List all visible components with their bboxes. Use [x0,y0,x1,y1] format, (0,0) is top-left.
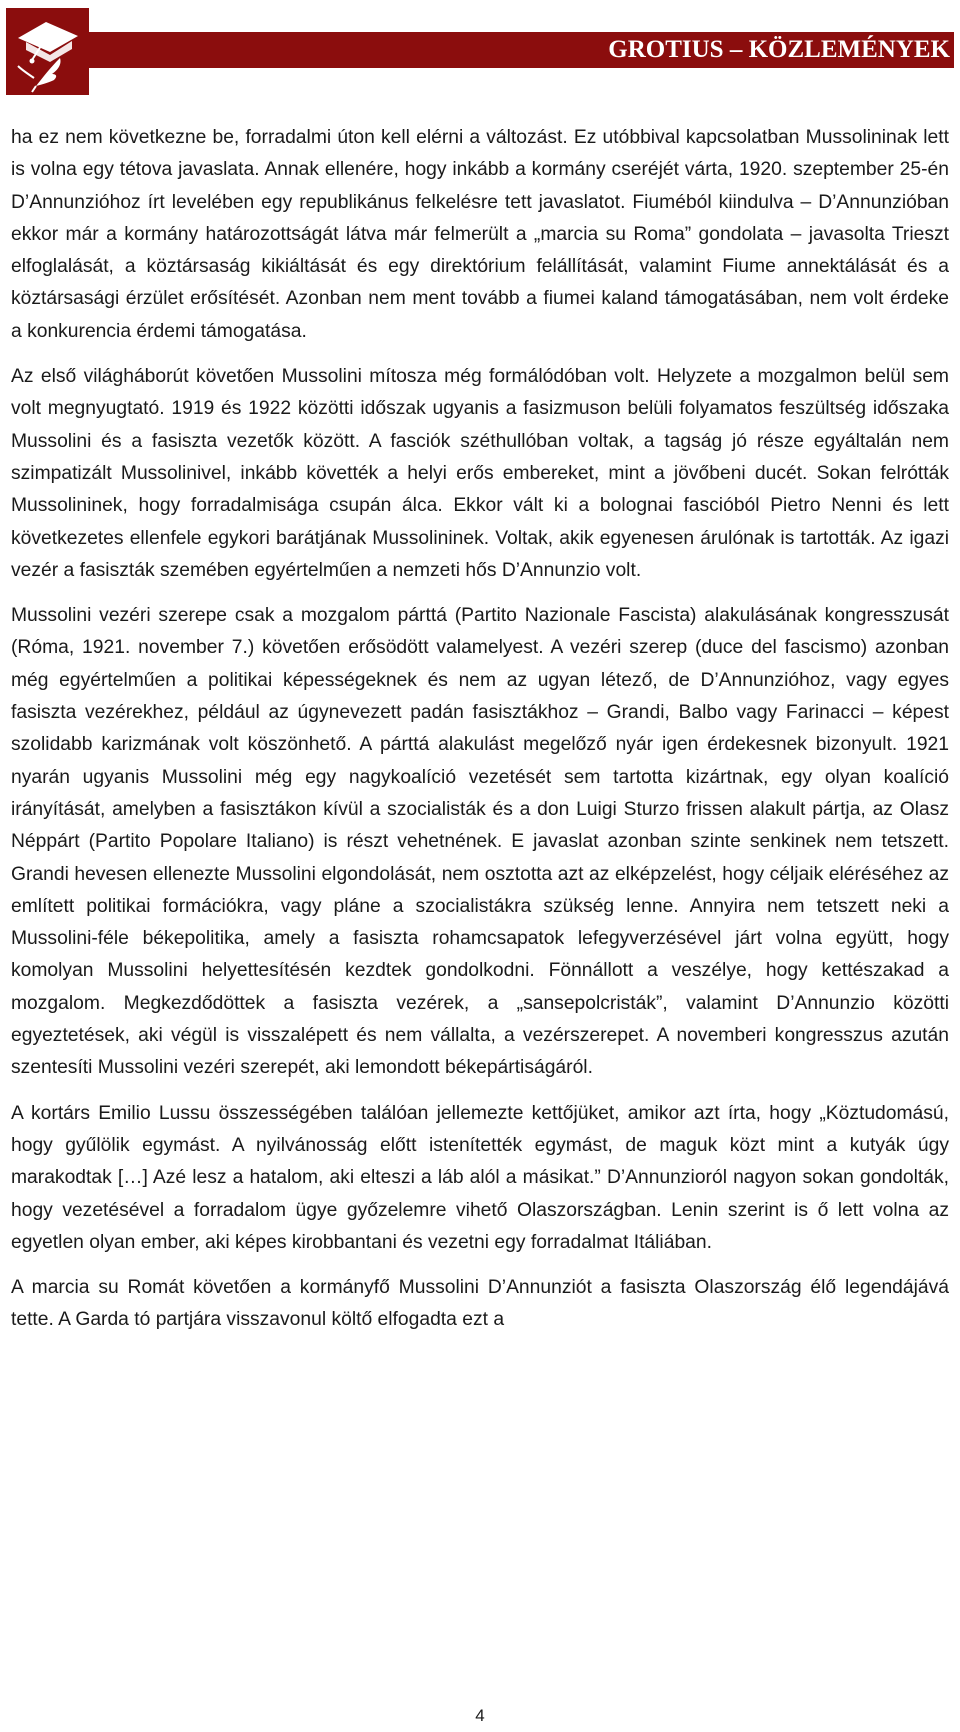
article-body [11,122,949,1350]
header-band [89,32,954,68]
paragraph: A marcia su Romát követően a kormányfő Mussolini D’Annunziót a fasiszta Olaszország élő legendájává tette. A Garda tó partjára visszavonul költő elfogadta ezt a [11,1277,949,1331]
logo-icon [6,8,89,95]
paragraph: A kortárs Emilio Lussu összességében találóan jellemezte kettőjüket, amikor azt írta, hogy „Köztudomású, hogy gyűlölik egymást. A nyilvánosság előtt istenítették egymást, de maguk közt mint a kutyák úgy marakodtak […] Azé lesz a hatalom, aki elteszi a láb alól a másikat.” D’Annunzioról nagyon sokan gondolták, hogy vezetésével a forradalom ügye győzelemre vihető Olaszországban. Lenin szerint is ő lett volna az egyetlen olyan ember, aki képes kirobbantani és vezetni egy forradalmat Itáliában. [11,1102,949,1253]
paragraph: Az első világháborút követően Mussolini mítosza még formálódóban volt. Helyzete a mozgalmon belül sem volt megnyugtató. 1919 és 1922 közötti időszak ugyanis a fasizmuson belüli folyamatos feszültség időszaka Mussolini és a fasiszta vezetők között. A fasciók széthullóban voltak, a tagság jó része egyáltalán nem szimpatizált Mussolinivel, inkább követték a helyi erős embereket, mint a jövőbeni ducét. Sokan felrótták Mussolininek, hogy forradalmisága csupán álca. Ekkor vált ki a bolognai fascióból Pietro Nenni és lett következetes ellenfele egykori barátjának Mussolininek. Voltak, akik egyenesen árulónak is tartották. Az igazi vezér a fasiszták szemében egyértelműen a nemzeti hős D’Annunzio volt. [11,366,949,581]
paragraph: Mussolini vezéri szerepe csak a mozgalom párttá (Partito Nazionale Fascista) alakulásának kongresszusát (Róma, 1921. november 7.) követően erősödött valamelyest. A vezéri szerep (duce del fascismo) azonban még egyértelműen a politikai képességeknek és nem az ugyan létező, de D’Annunzióhoz, vagy egyes fasiszta vezérekhez, például az úgynevezett padán fasisztákhoz – Grandi, Balbo vagy Farinacci – képest szolidabb karizmának volt köszönhető. A párttá alakulást megelőző nyár igen érdekesnek bizonyult. 1921 nyarán ugyanis Mussolini még egy nagykoalíció vezetését sem tartotta kizártnak, egy olyan koalíció irányítását, amelyben a fasisztákon kívül a szocialisták és a don Luigi Sturzo frissen alakult pártja, az Olasz Néppárt (Partito Popolare Italiano) is részt vehetnének. E javaslat azonban szinte senkinek nem tetszett. Grandi hevesen ellenezte Mussolini elgondolását, nem osztotta azt az elképzelést, hogy céljaik eléréséhez az említett politikai formációkra, vagy pláne a szocialistákra szükség lenne. Annyira nem tetszett neki a Mussolini-féle békepolitika, amely a fasiszta rohamcsapatok lefegyverzésével járt volna együtt, hogy komolyan Mussolini helyettesítésén kezdtek gondolkodni. Fönnállott a veszélye, hogy kettészakad a mozgalom. Megkezdődöttek a fasiszta vezérek, a „sansepolcristák”, valamint D’Annunzio közötti egyeztetések, aki végül is visszalépett és nem vállalta, a vezérszerepet. A novemberi kongresszus azután szentesíti Mussolini vezéri szerepét, aki lemondott békepártiságáról. [11,605,949,1079]
paragraph: ha ez nem következne be, forradalmi úton kell elérni a változást. Ez utóbbival kapcsolatban Mussolininak lett is volna egy tétova javaslata. Annak ellenére, hogy inkább a kormány cseréjét várta, 1920. szeptember 25-én D’Annunzióhoz írt levelében egy republikánus felkelésre tett javaslatot. Fiuméból kiindulva – D’Annunzióban ekkor már a kormány határozottságát látva már felmerült a „marcia su Roma” gondolata – javasolta Trieszt elfoglalását, a köztársaság kikiáltását és egy direktórium felállítását, valamint Fiume annektálását és a köztársasági érzület erősítését. Azonban nem ment tovább a fiumei kaland támogatásában, nem volt érdeke a konkurencia érdemi támogatása. [11,127,949,342]
journal-title: GROTIUS – KÖZLEMÉNYEK [608,36,950,63]
page-header [6,8,954,96]
page-number: 4 [475,1706,485,1725]
graduation-cap-quill-logo [6,8,89,95]
